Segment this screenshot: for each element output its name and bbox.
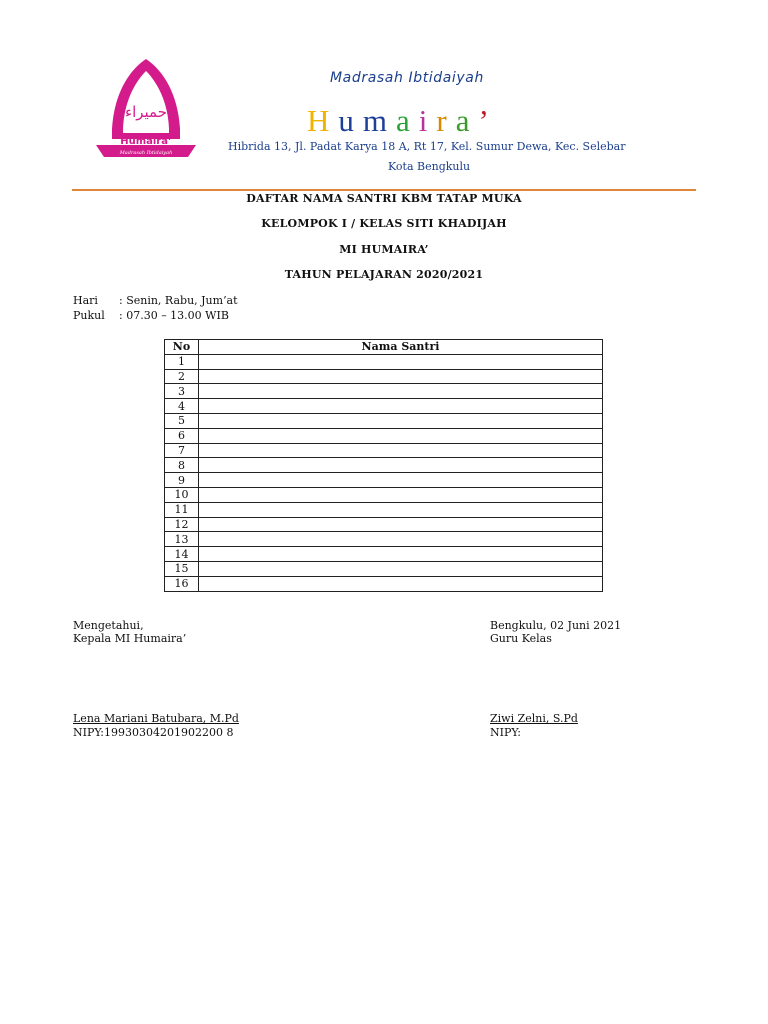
row-number: 10 [165, 487, 199, 502]
left-sign-line-2: Kepala MI Humaira’ [73, 632, 187, 645]
table-row [165, 532, 603, 547]
table-row [165, 576, 603, 591]
row-number: 14 [165, 547, 199, 562]
column-header-no: No [165, 340, 199, 355]
right-sign-line-2: Guru Kelas [490, 632, 552, 645]
left-signer-name: Lena Mariani Batubara, M.Pd [73, 712, 239, 725]
table-row [165, 547, 603, 562]
logo-name: Humaira’ [120, 136, 172, 147]
brand-letter: a [455, 103, 479, 138]
row-nama-santri [199, 399, 603, 414]
row-number: 2 [165, 369, 199, 384]
right-signer-nipy: NIPY: [490, 726, 521, 739]
logo-arabic: حميراء [125, 103, 167, 121]
row-nama-santri [199, 384, 603, 399]
hari-label: Hari [73, 294, 98, 307]
school-subtitle: Madrasah Ibtidaiyah [330, 70, 484, 86]
info-hari [73, 294, 238, 307]
brand-letter: H [307, 103, 339, 138]
row-number: 15 [165, 561, 199, 576]
row-nama-santri [199, 532, 603, 547]
row-nama-santri [199, 502, 603, 517]
brand-letter: m [362, 103, 397, 138]
brand-letter: r [436, 103, 456, 138]
row-number: 5 [165, 413, 199, 428]
pukul-label: Pukul [73, 309, 105, 322]
row-number: 9 [165, 473, 199, 488]
table-row [165, 517, 603, 532]
right-signer-name: Ziwi Zelni, S.Pd [490, 712, 578, 725]
row-nama-santri [199, 413, 603, 428]
table-row [165, 428, 603, 443]
address-line-1: Hibrida 13, Jl. Padat Karya 18 A, Rt 17, Kel. Sumur Dewa, Kec. Selebar [228, 140, 626, 153]
row-nama-santri [199, 458, 603, 473]
table-row [165, 384, 603, 399]
row-nama-santri [199, 561, 603, 576]
row-number: 16 [165, 576, 199, 591]
row-number: 11 [165, 502, 199, 517]
row-nama-santri [199, 473, 603, 488]
school-brand-name [307, 103, 498, 139]
brand-letter: ’ [478, 103, 498, 138]
table-row [165, 354, 603, 369]
row-nama-santri [199, 576, 603, 591]
doc-title-line-1: DAFTAR NAMA SANTRI KBM TATAP MUKA [246, 192, 522, 205]
santri-table [164, 339, 603, 592]
table-row [165, 502, 603, 517]
doc-title-line-3: MI HUMAIRA’ [339, 243, 429, 256]
row-number: 8 [165, 458, 199, 473]
left-signer-nipy: NIPY:19930304201902200 8 [73, 726, 234, 739]
row-number: 12 [165, 517, 199, 532]
row-nama-santri [199, 487, 603, 502]
logo-emblem-icon [92, 55, 200, 169]
row-number: 7 [165, 443, 199, 458]
table-row [165, 458, 603, 473]
right-sign-line-1: Bengkulu, 02 Juni 2021 [490, 619, 622, 632]
doc-title-line-2: KELOMPOK I / KELAS SITI KHADIJAH [261, 217, 507, 230]
logo-tagline: Madrasah Ibtidaiyah [119, 150, 173, 156]
pukul-value: : 07.30 – 13.00 WIB [119, 309, 229, 322]
info-pukul [73, 309, 229, 322]
row-number: 4 [165, 399, 199, 414]
table-row [165, 561, 603, 576]
table-row [165, 413, 603, 428]
row-nama-santri [199, 428, 603, 443]
school-logo [92, 55, 200, 169]
table-row [165, 473, 603, 488]
row-number: 1 [165, 354, 199, 369]
address-line-2: Kota Bengkulu [388, 160, 471, 173]
brand-letter: a [396, 103, 419, 138]
row-nama-santri [199, 547, 603, 562]
brand-letter: i [418, 103, 437, 138]
left-sign-line-1: Mengetahui, [73, 619, 144, 632]
table-row [165, 369, 603, 384]
hari-value: : Senin, Rabu, Jum’at [119, 294, 238, 307]
row-nama-santri [199, 369, 603, 384]
doc-title-line-4: TAHUN PELAJARAN 2020/2021 [284, 268, 484, 281]
row-number: 13 [165, 532, 199, 547]
row-number: 6 [165, 428, 199, 443]
row-nama-santri [199, 354, 603, 369]
row-nama-santri [199, 443, 603, 458]
table-header-row [165, 340, 603, 355]
table-body [165, 354, 603, 591]
row-number: 3 [165, 384, 199, 399]
table-row [165, 487, 603, 502]
column-header-nama: Nama Santri [199, 340, 603, 355]
header-divider [72, 189, 696, 191]
table-row [165, 443, 603, 458]
table-row [165, 399, 603, 414]
row-nama-santri [199, 517, 603, 532]
brand-letter: u [338, 103, 363, 138]
